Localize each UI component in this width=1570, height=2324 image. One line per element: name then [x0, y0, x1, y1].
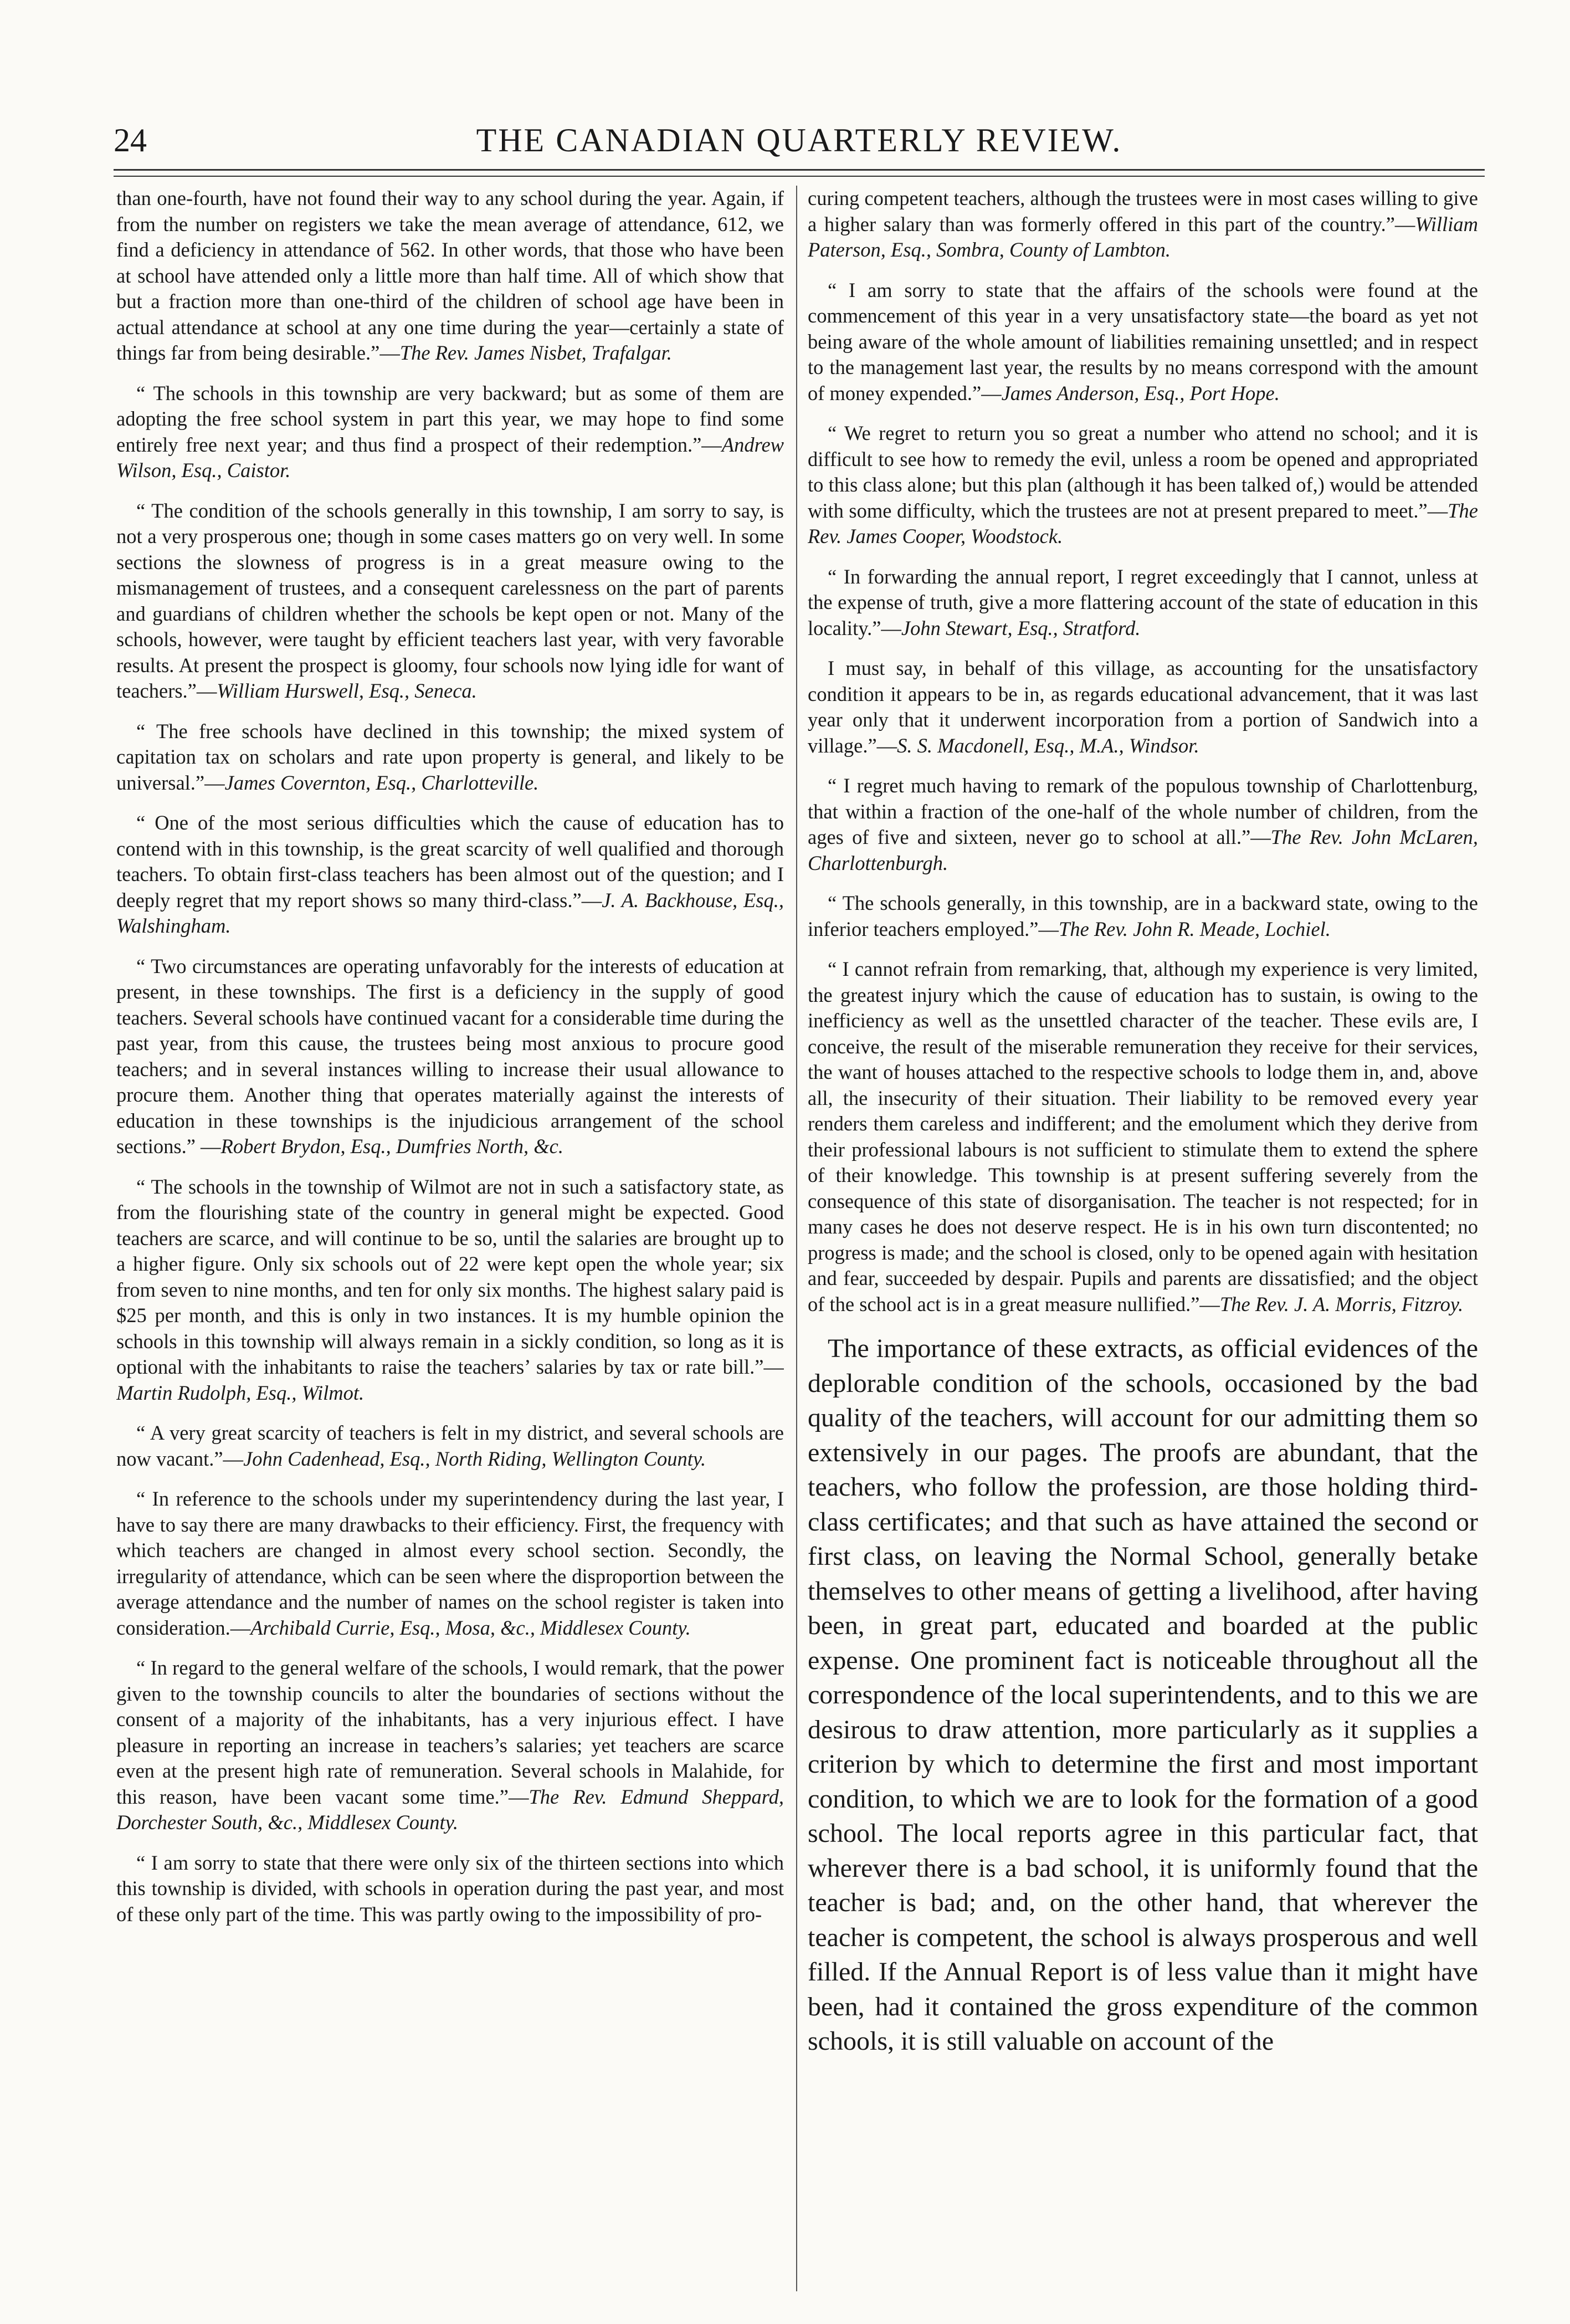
extract-paragraph: “ The schools in the township of Wilmot are not in such a satisfactory state, as from the flourishing state of the country in general might be expected. Good teachers are scarce, and will continue to be so, until the salaries are brought up to a higher figure. Only six schools out of 22 were kept open the whole year; six from seven to nine months, and ten for only six months. The highest salary paid is $25 per month, and this is only in two instances. It is my humble opinion the schools in this township will always remain in a sickly condition, so long as it is optional with the inhabitants to raise the teachers’ salaries by tax or rate bill.”—Martin Rudolph, Esq., Wilmot. [116, 1175, 784, 1404]
page-number: 24 [114, 122, 147, 158]
extract-paragraph: than one-fourth, have not found their way to any school during the year. Again, if from the number on registers we take the mean average of attendance, 612, we find a deficiency in attendance of 562. In other words, that those who have been at school have attended only a little more than half time. All of which show that but a fraction more than one-third of the children of school age have been in actual attendance at school at any one time during the year—certainly a state of things far from being desirable.”—The Rev. James Nisbet, Trafalgar. [116, 187, 784, 364]
extract-paragraph: “ I regret much having to remark of the populous township of Charlottenburg, that within a fraction of the one-half of the whole number of children, from the ages of five and sixteen, never go to school at all.”—The Rev. John McLaren, Charlottenburgh. [808, 774, 1478, 874]
left-column [116, 186, 784, 2291]
extract-paragraph: “ The free schools have declined in this township; the mixed system of capitation tax on scholars and rate upon property is general, and likely to be universal.”—James Covernton, Esq., Charlotteville. [116, 719, 784, 794]
running-title: THE CANADIAN QUARTERLY REVIEW. [476, 122, 1122, 158]
extract-paragraph: “ In regard to the general welfare of the schools, I would remark, that the power given to the township councils to alter the boundaries of sections without the consent of a majority of the inhabitants, has a very injurious effect. I have pleasure in reporting an increase in teachers’s salaries; yet teachers are scarce even at the present high rate of remuneration. Several schools in Malahide, for this reason, have been vacant some time.”—The Rev. Edmund Sheppard, Dorchester South, &c., Middlesex County. [116, 1656, 784, 1834]
extract-paragraph: “ One of the most serious difficulties which the cause of education has to contend with in this township, is the great scarcity of well qualified and thorough teachers. To obtain first-class teachers has been almost out of the question; and I deeply regret that my report shows so many third-class.”—J. A. Backhouse, Esq., Walshingham. [116, 811, 784, 937]
extract-paragraph: “ In reference to the schools under my superintendency during the last year, I have to say there are many drawbacks to their efficiency. First, the frequency with which teachers are changed in almost every school section. Secondly, the irregularity of attendance, which can be seen where the disproportion between the average attendance and the number of names on the school register is taken into consideration.—Archibald Currie, Esq., Mosa, &c., Middlesex County. [116, 1487, 784, 1639]
extract-paragraph: “ The condition of the schools generally in this township, I am sorry to say, is not a very prosperous one; though in some cases matters go on very well. In some sections the slowness of progress is in a great measure owing to the mismanagement of trustees, and a consequent carelessness on the part of parents and guardians of children whether the schools be kept open or not. Many of the schools, however, were taught by efficient teachers last year, with very favorable results. At present the prospect is gloomy, four schools now lying idle for want of teachers.”—William Hurswell, Esq., Seneca. [116, 499, 784, 702]
extract-paragraph: “ I am sorry to state that there were only six of the thirteen sections into which this township is divided, with schools in operation during the past year, and most of these only part of the time. This was partly owing to the impossibility of pro- [116, 1851, 784, 1926]
editorial-commentary: The importance of these extracts, as official evidences of the deplorable condition of the schools, occasioned by the bad quality of the teachers, will account for our admitting them so extensively in our pages. The proofs are abundant, that the teachers, who follow the profession, are those holding third-class certificates; and that such as have attained the second or first class, on leaving the Normal School, generally betake themselves to other means of getting a livelihood, after having been, in great part, educated and boarded at the public expense. One prominent fact is noticeable throughout all the correspondence of the local superintendents, and to this we are desirous to draw attention, more particularly as it supplies a criterion by which to determine the first and most important condition, to which we are to look for the formation of a good school. The local reports agree in this particular fact, that wherever there is a bad school, it is uniformly found that the teacher is bad; and, on the other hand, that wherever the teacher is competent, the school is always prosperous and well filled. If the Annual Report is of less value than it might have been, had it contained the gross expenditure of the common schools, it is still valuable on account of the [808, 1334, 1478, 2056]
extract-paragraph: curing competent teachers, although the trustees were in most cases willing to give a higher salary than was formerly offered in this part of the country.”—William Paterson, Esq., Sombra, County of Lambton. [808, 187, 1478, 261]
extract-paragraph: “ The schools generally, in this township, are in a backward state, owing to the inferior teachers employed.”—The Rev. John R. Meade, Lochiel. [808, 892, 1478, 940]
extract-paragraph: “ We regret to return you so great a number who attend no school; and it is difficult to see how to remedy the evil, unless a room be opened and appropriated to this class alone; but this plan (although it has been talked of,) would be attended with some difficulty, which the trustees are not at present prepared to meet.”—The Rev. James Cooper, Woodstock. [808, 422, 1478, 547]
extract-paragraph: “ A very great scarcity of teachers is felt in my district, and several schools are now vacant.”—John Cadenhead, Esq., North Riding, Wellington County. [116, 1421, 784, 1470]
extract-paragraph: “ Two circumstances are operating unfavorably for the interests of education at present, in these townships. The first is a deficiency in the supply of good teachers. Several schools have continued vacant for a considerable time during the past year, from this cause, the trustees being most anxious to procure good teachers; and in several instances willing to increase their usual allowance to procure them. Another thing that operates materially against the interests of education in these townships is the injudicious arrangement of the school sections.” —Robert Brydon, Esq., Dumfries North, &c. [116, 954, 784, 1158]
extract-paragraph: I must say, in behalf of this village, as accounting for the unsatisfactory condition it appears to be in, as regards educational advancement, that it was last year only that it underwent incorporation from a portion of Sandwich into a village.”—S. S. Macdonell, Esq., M.A., Windsor. [808, 657, 1478, 757]
extract-paragraph: “ In forwarding the annual report, I regret exceedingly that I cannot, unless at the expense of truth, give a more flattering account of the state of education in this locality.”—John Stewart, Esq., Stratford. [808, 565, 1478, 639]
extract-paragraph: “ I cannot refrain from remarking, that, although my experience is very limited, the greatest injury which the cause of education has to sustain, is owing to the inefficiency as well as the unsettled character of the teacher. These evils are, I conceive, the result of the miserable remuneration they receive for their services, the want of houses attached to the respective schools to lodge them in, and, above all, the insecurity of their situation. Their liability to be removed every year renders them careless and indifferent; and the emolument which they derive from their professional labours is not sufficient to stimulate them to extend the sphere of their knowledge. This township is at present suffering severely from the consequence of this state of disorganisation. The teacher is not respected; for in many cases he does not deserve respect. He is in his own turn discontented; no progress is made; and the school is closed, only to be opened again with hesitation and fear, succeeded by despair. Pupils and parents are dissatisfied; and the object of the school act is in a great measure nullified.”—The Rev. J. A. Morris, Fitzroy. [808, 958, 1478, 1315]
extract-paragraph: “ I am sorry to state that the affairs of the schools were found at the commencement of this year in a very unsatisfactory state—the board as yet not being aware of the whole amount of liabilities remaining unsettled; and in respect to the management last year, the results by no means correspond with the amount of money expended.”—James Anderson, Esq., Port Hope. [808, 278, 1478, 405]
right-column [808, 186, 1478, 2291]
header-rule [114, 169, 1485, 177]
extract-paragraph: “ The schools in this township are very backward; but as some of them are adopting the free school system in part this year, we may hope to find some entirely free next year; and thus find a prospect of their redemption.”—Andrew Wilson, Esq., Caistor. [116, 381, 784, 482]
column-divider [796, 186, 797, 2291]
page-header [114, 115, 1485, 165]
